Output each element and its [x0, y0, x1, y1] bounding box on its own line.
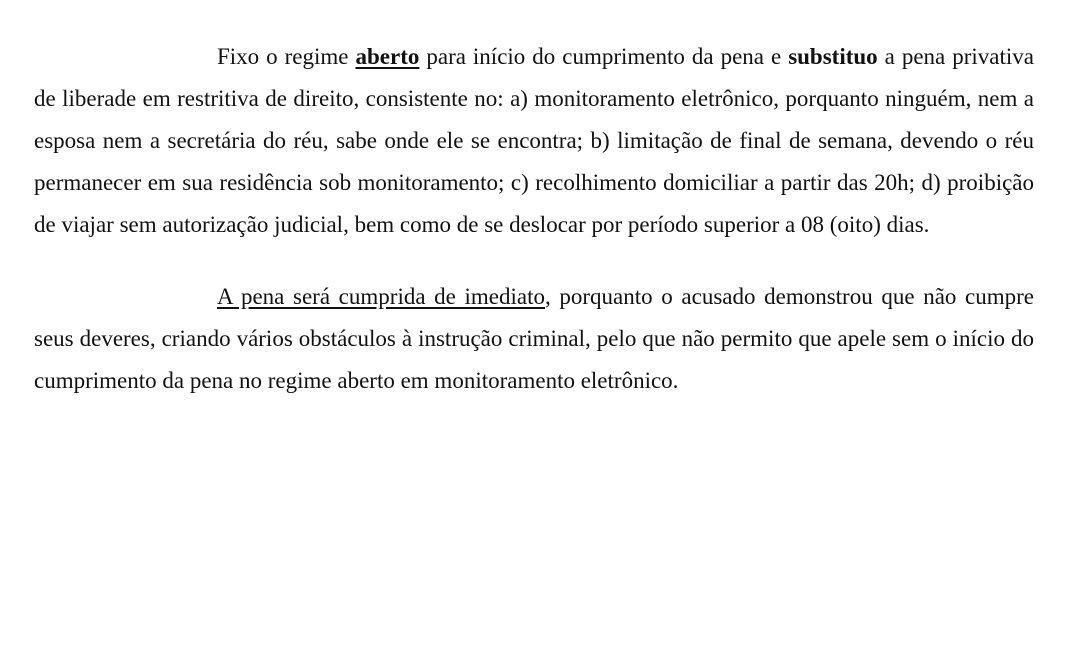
paragraph-1-middle: para início do cumprimento da pena e — [419, 44, 789, 69]
paragraph-1-lead: Fixo o regime — [217, 44, 356, 69]
paragraph-1-rest: a pena privativa de liberade em restritiva de direito, consistente no: a) monitoramento eletrônico, porquanto ninguém, nem a esposa nem a secretária do réu, sabe onde ele se encontra; b) limitação de final de semana, devendo o réu permanecer em sua residência sob monitoramento; c) recolhimento domiciliar a partir das 20h; d) proibição de viajar sem autorização judicial, bem como de se deslocar por período superior a 08 (oito) dias. — [34, 44, 1034, 237]
emphasis-pena-imediato: A pena será cumprida de imediato — [217, 284, 545, 309]
paragraph-regime-aberto — [34, 36, 1034, 246]
paragraph-cumprimento-imediato — [34, 276, 1034, 402]
paragraph-2-rest: , porquanto o acusado demonstrou que não cumpre seus deveres, criando vários obstáculos à instrução criminal, pelo que não permito que apele sem o início do cumprimento da pena no regime aberto em monitoramento eletrônico. — [34, 284, 1034, 393]
term-aberto: aberto — [355, 44, 420, 69]
document-page — [34, 36, 1034, 402]
term-substituo: substituo — [788, 44, 878, 69]
